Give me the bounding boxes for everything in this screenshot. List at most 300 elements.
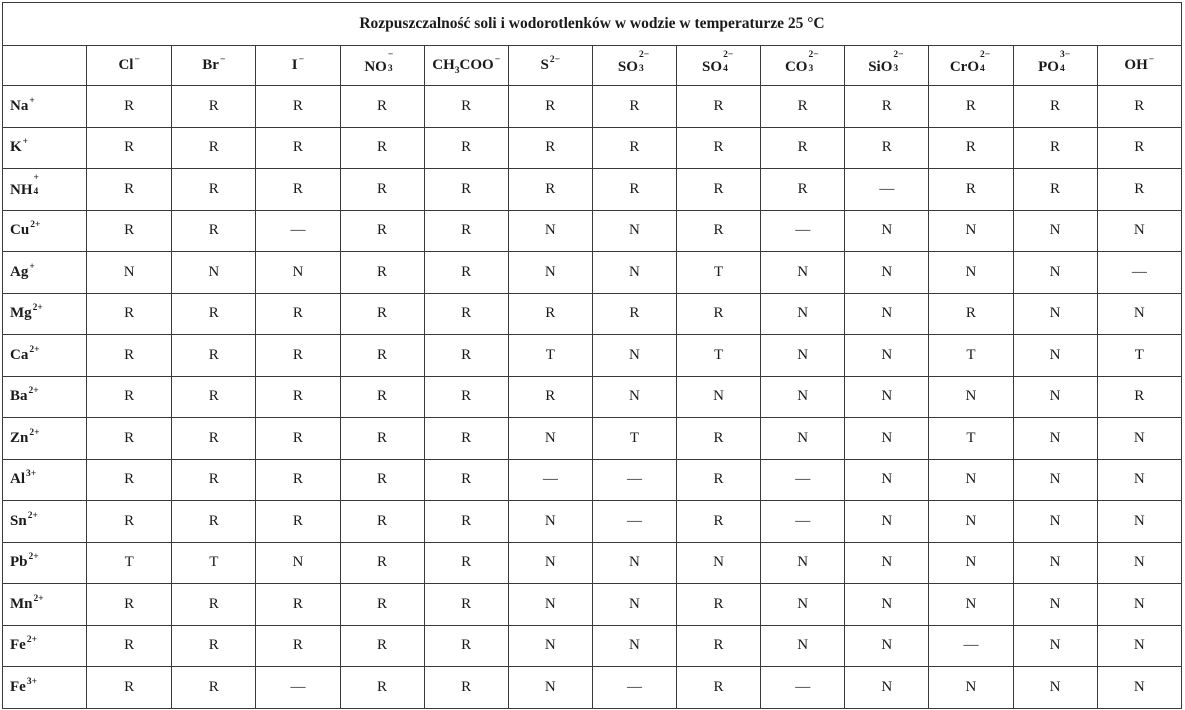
solubility-cell: R [761, 127, 845, 169]
solubility-cell: N [508, 584, 592, 626]
solubility-cell: N [256, 542, 340, 584]
anion-formula [1124, 57, 1154, 73]
solubility-cell: N [845, 376, 929, 418]
anion-header-cell [340, 46, 424, 86]
ion-symbol: PO [1038, 58, 1059, 75]
table-row [3, 210, 1182, 252]
ion-symbol: Zn [10, 429, 29, 446]
solubility-cell: N [929, 501, 1013, 543]
solubility-cell: N [1013, 459, 1097, 501]
solubility-cell: R [1097, 86, 1181, 128]
anion-formula [949, 49, 992, 75]
solubility-cell: N [929, 376, 1013, 418]
table-row [3, 293, 1182, 335]
ion-symbol-tail: COO [459, 57, 494, 73]
solubility-cell: N [677, 376, 761, 418]
anion-header-row [3, 46, 1182, 86]
solubility-cell: R [256, 501, 340, 543]
solubility-cell: N [592, 542, 676, 584]
ion-charge: + [22, 137, 29, 148]
table-body [3, 86, 1182, 709]
cation-cell [3, 542, 87, 584]
cation-formula [10, 344, 40, 363]
ion-subscript: 4 [1059, 63, 1065, 74]
solubility-cell: R [87, 459, 172, 501]
solubility-cell: N [1013, 252, 1097, 294]
ion-symbol: Ca [10, 346, 29, 363]
solubility-cell: N [508, 625, 592, 667]
solubility-cell: N [1013, 293, 1097, 335]
solubility-cell: R [1097, 169, 1181, 211]
table-row [3, 376, 1182, 418]
ion-symbol: Br [202, 57, 219, 73]
solubility-cell: R [172, 86, 256, 128]
solubility-cell: R [87, 169, 172, 211]
table-row [3, 169, 1182, 211]
table-row [3, 501, 1182, 543]
solubility-cell: N [508, 667, 592, 709]
cation-cell [3, 86, 87, 128]
solubility-cell: N [1097, 542, 1181, 584]
anion-header-cell [508, 46, 592, 86]
solubility-cell: N [845, 293, 929, 335]
ion-subscript: 3 [893, 63, 899, 74]
ion-index-stack [387, 49, 400, 74]
solubility-cell: — [1097, 252, 1181, 294]
anion-formula [364, 49, 400, 75]
cation-formula [10, 427, 40, 446]
solubility-cell: N [1097, 418, 1181, 460]
solubility-cell: T [508, 335, 592, 377]
solubility-cell: N [592, 376, 676, 418]
solubility-cell: R [256, 418, 340, 460]
solubility-cell: N [677, 542, 761, 584]
solubility-cell: R [677, 584, 761, 626]
solubility-cell: R [1097, 376, 1181, 418]
ion-subscript: 3 [808, 63, 814, 74]
anion-header-cell [1013, 46, 1097, 86]
solubility-cell: R [87, 584, 172, 626]
ion-charge: 2+ [30, 220, 41, 231]
solubility-cell: R [592, 169, 676, 211]
solubility-cell: — [761, 459, 845, 501]
solubility-cell: N [845, 584, 929, 626]
anion-formula [202, 57, 225, 73]
solubility-cell: R [172, 293, 256, 335]
anion-formula [868, 49, 905, 75]
ion-symbol: Mn [10, 595, 33, 612]
solubility-cell: R [340, 459, 424, 501]
ion-charge: − [219, 55, 226, 65]
ion-charge: 2− [808, 49, 819, 60]
solubility-cell: R [592, 127, 676, 169]
solubility-cell: R [87, 625, 172, 667]
ion-symbol: SiO [868, 58, 893, 75]
solubility-cell: T [1097, 335, 1181, 377]
solubility-cell: R [87, 667, 172, 709]
solubility-cell: R [340, 584, 424, 626]
solubility-cell: — [592, 459, 676, 501]
ion-charge: + [33, 173, 39, 184]
solubility-cell: R [172, 376, 256, 418]
ion-symbol: NO [364, 58, 387, 75]
anion-formula [292, 57, 304, 73]
solubility-cell: R [761, 86, 845, 128]
ion-charge: − [494, 55, 501, 65]
ion-subscript: 3 [387, 63, 393, 74]
solubility-cell: R [677, 459, 761, 501]
solubility-cell: T [87, 542, 172, 584]
solubility-cell: R [1097, 127, 1181, 169]
ion-symbol: K [10, 139, 22, 156]
solubility-cell: R [929, 293, 1013, 335]
solubility-cell: N [761, 252, 845, 294]
solubility-cell: N [1097, 667, 1181, 709]
ion-symbol: Al [10, 471, 25, 488]
solubility-cell: R [256, 376, 340, 418]
solubility-cell: R [87, 210, 172, 252]
ion-charge: − [134, 55, 140, 65]
cation-cell [3, 459, 87, 501]
solubility-cell: R [508, 293, 592, 335]
ion-index-stack [638, 49, 651, 74]
ion-charge: 2+ [29, 427, 40, 438]
solubility-cell: N [1013, 542, 1097, 584]
solubility-cell: R [677, 210, 761, 252]
solubility-cell: R [256, 169, 340, 211]
solubility-cell: R [256, 86, 340, 128]
solubility-cell: R [845, 127, 929, 169]
solubility-cell: R [424, 584, 508, 626]
cation-formula [10, 510, 38, 529]
ion-symbol: Sn [10, 512, 27, 529]
cation-formula [10, 554, 39, 570]
ion-charge: 2+ [26, 635, 37, 646]
solubility-cell: N [845, 418, 929, 460]
solubility-cell: R [340, 542, 424, 584]
solubility-cell: R [340, 335, 424, 377]
solubility-cell: R [256, 584, 340, 626]
anion-header-cell [761, 46, 845, 86]
table-row [3, 252, 1182, 294]
solubility-cell: N [1097, 459, 1181, 501]
ion-charge: 2+ [27, 510, 38, 521]
solubility-cell: — [845, 169, 929, 211]
solubility-cell: R [424, 376, 508, 418]
solubility-cell: N [592, 625, 676, 667]
table-row [3, 459, 1182, 501]
solubility-cell: R [677, 418, 761, 460]
cation-formula [10, 637, 37, 653]
solubility-cell: R [87, 418, 172, 460]
anion-formula [1038, 49, 1072, 75]
solubility-cell: R [424, 542, 508, 584]
anion-formula [118, 57, 139, 73]
solubility-cell: R [424, 625, 508, 667]
ion-symbol: Fe [10, 637, 26, 654]
solubility-cell: R [1013, 86, 1097, 128]
solubility-cell: R [87, 501, 172, 543]
solubility-cell: N [761, 542, 845, 584]
solubility-cell: R [929, 127, 1013, 169]
solubility-cell: N [592, 252, 676, 294]
solubility-cell: N [761, 418, 845, 460]
solubility-cell: R [424, 459, 508, 501]
solubility-cell: R [677, 293, 761, 335]
solubility-cell: R [424, 169, 508, 211]
solubility-cell: — [929, 625, 1013, 667]
solubility-cell: R [172, 459, 256, 501]
cation-cell [3, 169, 87, 211]
solubility-cell: — [256, 667, 340, 709]
solubility-cell: R [340, 86, 424, 128]
ion-subscript: 4 [980, 63, 985, 74]
ion-charge: 2+ [32, 303, 43, 314]
anion-header-cell [87, 46, 172, 86]
solubility-cell: R [424, 86, 508, 128]
cation-cell [3, 667, 87, 709]
solubility-cell: N [1013, 667, 1097, 709]
ion-subscript: 4 [33, 187, 39, 198]
solubility-cell: N [1097, 625, 1181, 667]
ion-symbol: Na [10, 97, 29, 114]
solubility-cell: T [592, 418, 676, 460]
solubility-cell: R [172, 667, 256, 709]
solubility-cell: R [340, 293, 424, 335]
solubility-cell: N [929, 210, 1013, 252]
solubility-cell: R [761, 169, 845, 211]
solubility-cell: R [424, 127, 508, 169]
solubility-cell: R [929, 86, 1013, 128]
solubility-cell: R [256, 127, 340, 169]
cation-cell [3, 293, 87, 335]
solubility-cell: R [256, 625, 340, 667]
anion-header-cell [845, 46, 929, 86]
solubility-cell: N [1013, 210, 1097, 252]
cation-cell [3, 501, 87, 543]
ion-charge: 2+ [33, 593, 44, 604]
ion-charge: 2+ [28, 386, 39, 397]
solubility-cell: R [508, 127, 592, 169]
ion-symbol: CO [784, 58, 808, 75]
solubility-cell: R [172, 169, 256, 211]
ion-index-stack [808, 49, 820, 74]
solubility-cell: R [87, 293, 172, 335]
solubility-cell: N [1097, 584, 1181, 626]
table-title: Rozpuszczalność soli i wodorotlenków w wodzie w temperaturze 25 °C [3, 3, 1182, 46]
solubility-cell: R [677, 127, 761, 169]
solubility-cell: N [761, 376, 845, 418]
cation-formula [10, 261, 35, 280]
table-row [3, 127, 1182, 169]
ion-charge: 3+ [26, 469, 37, 480]
table-row [3, 418, 1182, 460]
solubility-cell: R [340, 210, 424, 252]
solubility-cell: N [508, 418, 592, 460]
solubility-cell: N [845, 667, 929, 709]
ion-charge: 2+ [28, 552, 39, 563]
anion-header-cell [172, 46, 256, 86]
solubility-cell: — [761, 667, 845, 709]
table-row [3, 542, 1182, 584]
cation-formula [10, 471, 36, 487]
solubility-cell: — [761, 210, 845, 252]
solubility-cell: N [761, 584, 845, 626]
solubility-cell: N [845, 625, 929, 667]
solubility-cell: N [1013, 418, 1097, 460]
solubility-cell: R [677, 667, 761, 709]
cation-formula [10, 305, 43, 321]
solubility-cell: R [340, 418, 424, 460]
solubility-cell: N [929, 459, 1013, 501]
ion-charge: − [387, 49, 394, 60]
solubility-cell: N [1097, 210, 1181, 252]
corner-cell [3, 46, 87, 86]
anion-formula [617, 49, 651, 75]
cation-formula [10, 593, 44, 612]
solubility-cell: N [87, 252, 172, 294]
ion-symbol: Fe [10, 678, 26, 695]
solubility-cell: R [929, 169, 1013, 211]
anion-header-cell [424, 46, 508, 86]
solubility-cell: R [172, 335, 256, 377]
solubility-cell: N [1097, 293, 1181, 335]
solubility-cell: R [340, 501, 424, 543]
solubility-cell: R [172, 584, 256, 626]
solubility-cell: — [508, 459, 592, 501]
solubility-cell: R [87, 376, 172, 418]
ion-charge: 2− [893, 49, 904, 60]
ion-index-stack [893, 49, 905, 74]
solubility-cell: R [508, 169, 592, 211]
solubility-cell: R [424, 293, 508, 335]
anion-formula [784, 49, 821, 75]
solubility-cell: R [677, 501, 761, 543]
solubility-table [2, 2, 1182, 709]
anion-header-cell [929, 46, 1013, 86]
solubility-cell: R [340, 667, 424, 709]
solubility-cell: R [340, 376, 424, 418]
ion-charge: 2− [638, 49, 650, 60]
solubility-cell: N [508, 210, 592, 252]
solubility-cell: R [340, 252, 424, 294]
cation-formula [10, 388, 39, 404]
solubility-cell: N [592, 210, 676, 252]
solubility-cell: R [256, 459, 340, 501]
solubility-cell: N [845, 252, 929, 294]
cation-cell [3, 376, 87, 418]
solubility-cell: N [929, 252, 1013, 294]
solubility-cell: R [87, 335, 172, 377]
ion-symbol: Pb [10, 554, 28, 571]
cation-cell [3, 335, 87, 377]
solubility-cell: R [677, 86, 761, 128]
solubility-cell: N [508, 542, 592, 584]
solubility-cell: T [929, 335, 1013, 377]
solubility-cell: N [845, 542, 929, 584]
solubility-cell: R [508, 376, 592, 418]
solubility-cell: N [1013, 335, 1097, 377]
ion-charge: 3+ [26, 676, 37, 687]
table-row [3, 667, 1182, 709]
anion-header-cell [1097, 46, 1181, 86]
cation-formula [10, 173, 46, 199]
solubility-cell: R [340, 625, 424, 667]
ion-symbol: NH [10, 182, 33, 199]
solubility-cell: N [1013, 625, 1097, 667]
solubility-cell: R [677, 625, 761, 667]
solubility-cell: — [592, 667, 676, 709]
title-row [3, 3, 1182, 46]
ion-symbol: S [540, 57, 549, 73]
ion-symbol: Ag [10, 263, 29, 280]
solubility-cell: N [929, 667, 1013, 709]
solubility-cell: N [1097, 501, 1181, 543]
solubility-cell: T [677, 252, 761, 294]
ion-index-stack [33, 173, 46, 198]
solubility-cell: R [172, 501, 256, 543]
cation-cell [3, 625, 87, 667]
solubility-cell: R [340, 127, 424, 169]
table-row [3, 335, 1182, 377]
ion-charge: − [1148, 55, 1155, 65]
ion-symbol: I [291, 57, 298, 73]
ion-symbol: OH [1124, 57, 1148, 73]
solubility-cell: R [845, 86, 929, 128]
solubility-cell: — [592, 501, 676, 543]
anion-formula [432, 55, 501, 76]
ion-subscript: 3 [454, 66, 460, 76]
solubility-cell: R [256, 335, 340, 377]
ion-charge: 2− [980, 49, 991, 60]
ion-symbol: CH [432, 57, 455, 73]
solubility-cell: R [1013, 169, 1097, 211]
solubility-cell: N [929, 584, 1013, 626]
solubility-cell: N [761, 625, 845, 667]
solubility-cell: R [508, 86, 592, 128]
table-row [3, 86, 1182, 128]
ion-index-stack [1059, 49, 1072, 74]
ion-charge: + [29, 261, 35, 272]
solubility-cell: N [508, 252, 592, 294]
solubility-cell: N [172, 252, 256, 294]
solubility-cell: N [592, 584, 676, 626]
solubility-cell: R [424, 418, 508, 460]
solubility-cell: R [172, 210, 256, 252]
ion-index-stack [980, 49, 992, 74]
solubility-cell: N [1013, 584, 1097, 626]
solubility-cell: N [845, 501, 929, 543]
solubility-cell: R [592, 86, 676, 128]
solubility-cell: R [424, 501, 508, 543]
ion-charge: 2− [723, 49, 734, 60]
ion-charge: + [29, 95, 35, 106]
solubility-cell: R [424, 210, 508, 252]
cation-cell [3, 210, 87, 252]
ion-subscript: 4 [723, 63, 728, 74]
cation-formula [10, 222, 40, 238]
solubility-cell: T [929, 418, 1013, 460]
ion-symbol: Cu [10, 222, 30, 239]
ion-symbol: Cl [118, 57, 134, 73]
solubility-cell: R [172, 625, 256, 667]
solubility-cell: N [1013, 501, 1097, 543]
solubility-cell: R [256, 293, 340, 335]
cation-cell [3, 584, 87, 626]
solubility-cell: R [424, 335, 508, 377]
solubility-cell: — [761, 501, 845, 543]
ion-symbol: SO [702, 58, 723, 75]
